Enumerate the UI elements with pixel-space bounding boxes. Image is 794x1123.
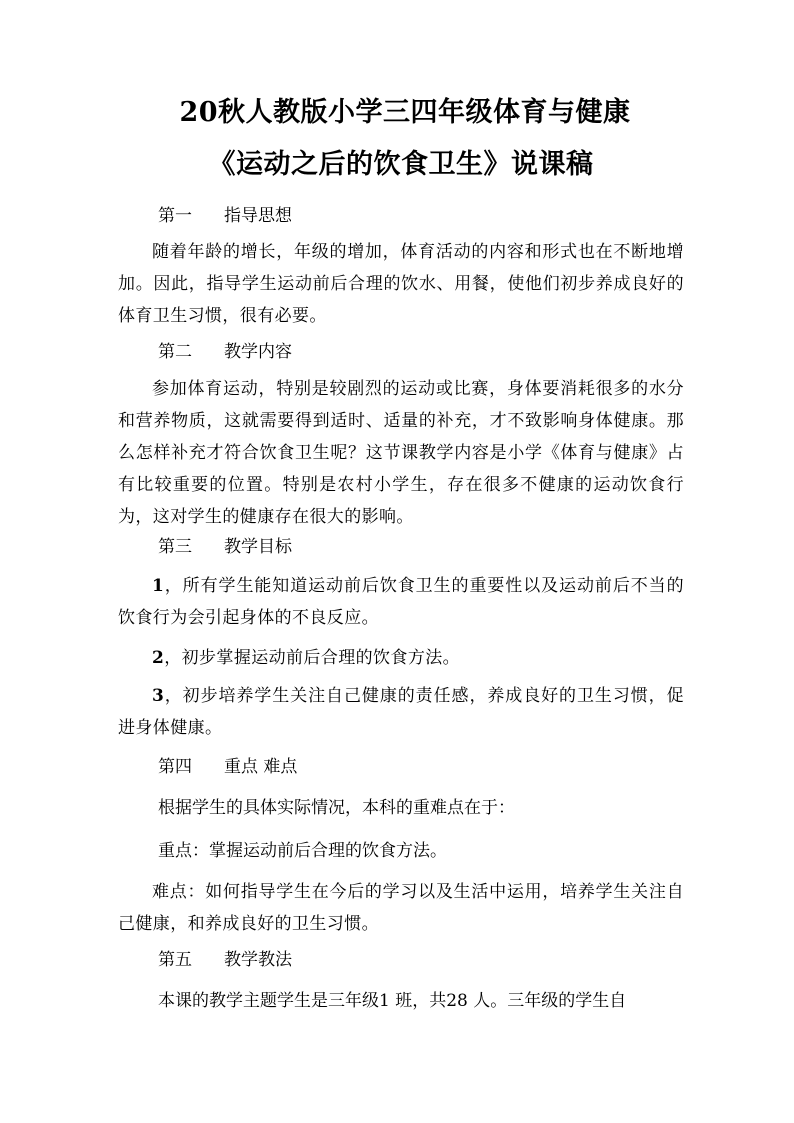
- section-heading-3: [158, 535, 292, 559]
- section-heading-4: [158, 755, 297, 779]
- goal-number: 2: [152, 648, 165, 668]
- section-number: 第四: [158, 757, 192, 777]
- section-heading-2: [158, 340, 292, 364]
- section-name: 指导思想: [224, 206, 292, 226]
- goal-item-3: [118, 680, 684, 744]
- paragraph-teaching-method: 本课的教学主题学生是三年级1 班，共28 人。三年级的学生自: [158, 991, 627, 1011]
- section-name: 教学目标: [224, 537, 292, 557]
- goal-item-1: [118, 570, 684, 634]
- document-title-line1: 20秋人教版小学三四年级体育与健康: [179, 97, 631, 128]
- section-number: 第五: [158, 950, 192, 970]
- section-name: 重点 难点: [224, 757, 298, 777]
- section-name: 教学内容: [224, 342, 292, 362]
- paragraph-teaching-content: 参加体育运动，特别是较剧烈的运动或比赛，身体要消耗很多的水分和营养物质，这就需要得到适时、适量的补充，才不致影响身体健康。那么怎样补充才符合饮食卫生呢？这节课教学内容是小学《体育与健康》占有比较重要的位置。特别是农村小学生，存在很多不健康的运动饮食行为，这对学生的健康存在很大的影响。: [118, 379, 684, 527]
- section-number: 第三: [158, 537, 192, 557]
- goal-text: ，初步培养学生关注自己健康的责任感，养成良好的卫生习惯，促进身体健康。: [118, 686, 684, 738]
- section-number: 第一: [158, 206, 192, 226]
- goal-number: 1: [152, 576, 165, 596]
- document-title-line2: 《运动之后的饮食卫生》说课稿: [208, 149, 594, 180]
- goal-number: 3: [152, 686, 165, 706]
- goal-text: ，初步掌握运动前后合理的饮食方法。: [164, 648, 461, 668]
- section-heading-5: [158, 948, 292, 972]
- goal-item-2: [118, 642, 684, 674]
- difficult-point: 难点：如何指导学生在今后的学习以及生活中运用，培养学生关注自己健康，和养成良好的卫生习惯。: [118, 882, 684, 934]
- section-number: 第二: [158, 342, 192, 362]
- section-heading-1: [158, 204, 292, 228]
- paragraph-guiding-thought: 随着年龄的增长，年级的增加，体育活动的内容和形式也在不断地增加。因此，指导学生运动前后合理的饮水、用餐，使他们初步养成良好的体育卫生习惯，很有必要。: [118, 242, 684, 326]
- key-points-intro: 根据学生的具体实际情况，本科的重难点在于：: [158, 798, 515, 818]
- key-point: 重点：掌握运动前后合理的饮食方法。: [158, 841, 447, 861]
- section-name: 教学教法: [224, 950, 292, 970]
- goal-text: ，所有学生能知道运动前后饮食卫生的重要性以及运动前后不当的饮食行为会引起身体的不良反应。: [118, 576, 684, 628]
